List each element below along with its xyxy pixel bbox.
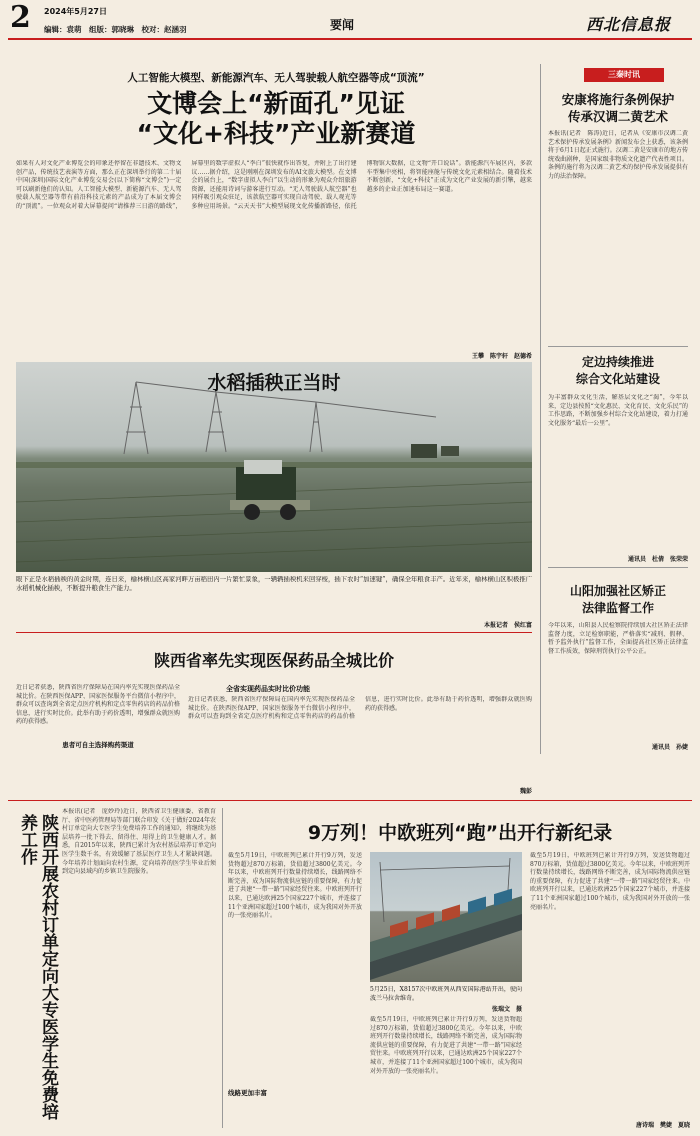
sidebar-item-1-body: 本报讯(记者 陈涛)近日，记者从《安康市汉调二黄艺术保护传承发展条例》新闻发布会上获悉，该条例将于6月1日起正式施行。汉调二黄是安康市的地方传统戏曲剧种，是国家级非物质文化遗产代表性项目。条例的施行将为汉调二黄艺术的保护传承发展提供有力的法治保障。: [548, 130, 688, 180]
china-europe-body-col3: 截至5月19日，中欧班列已累计开行9万列，发送货物超过870万标箱，货值超过3800亿美元。今年以来，中欧班列开行数量持续增长，线路网络不断完善，成为国际物流供应链的重要保障，有力促进了共建“一带一路”国家经贸往来。中欧班列开行以来，已通达欧洲25个国家227个城市，并连接了11个亚洲国家超过100个城市，成为我国对外开放的一张亮丽名片。: [530, 852, 690, 911]
sidebar-tag-label: 三秦时讯: [608, 70, 640, 79]
sidebar-item-2-byline: 通讯员 杜倩 张荣荣: [627, 556, 688, 563]
medicare-headline: 陕西省率先实现医保药品全城比价: [153, 651, 394, 670]
sidebar-item-3-title-2: 法律监督工作: [581, 601, 654, 615]
train-photo: [370, 852, 522, 982]
train-scene: [370, 852, 522, 982]
sidebar-item-3-title-1: 山阳加强社区矫正: [569, 584, 666, 598]
section-label: 要闻: [330, 18, 355, 32]
page-number: 2: [10, 0, 31, 35]
lead-headline-1: 文博会上“新面孔”见证: [147, 89, 405, 118]
sidebar-item-1-title-1: 安康将施行条例保护: [561, 92, 675, 107]
lead-body: 如果有人对文化产业博览会的印象还停留在非遗技术、文物文创产品，传统技艺表演等方面，那么正在深圳举行的第二十届中国(深圳)国际文化产业博览交易会(以下简称“文博会”)一定可以刷新他们的认知。人工智能大模型、新能源汽车、无人驾驶载人航空器等带有前沿科技元素的产品成为了本届文博会的“顶流”。一位观众对着大屏幕提问“请推荐三日游的路线”，屏幕里的数字虚拟人“李白”很快就作出答复，并附上了出行建议……据介绍，这是刚刚在深圳发布的AI文旅大模型。在文博会的展台上，“数字虚拟人李白”以生动的形象为观众介绍旅游资源，还能用诗词与游客进行互动。“无人驾驶载人航空器”也同样吸引观众驻足，该款航空器可实现自动驾驶、载人观光等多种应用场景。“云天天书”大模型展现文化传播新路径，依托博物馆大数据，让文物“开口说话”。新能源汽车展区内，多款车型集中亮相，将智能座舱与传统文化元素相结合。随着技术不断创新，“文化+科技”正成为文化产业发展的新引擎，越来越多的企业正加速布局这一赛道。: [16, 160, 532, 210]
header-rule: [8, 38, 692, 40]
photo-title-overlay: 水稻插秧正当时: [207, 372, 341, 394]
sidebar-item-1-title-2: 传承汉调二黄艺术: [567, 109, 668, 124]
medicare-top-rule: [16, 632, 532, 633]
medicare-body-col2: 近日记者获悉，陕西省医疗保障局在国内率先实现医保药品全城比价。在陕西医保APP、国家医保服务平台微信小程序中，群众可以查询到全省定点医疗机构和定点零售药店的药品价格信息，进行实时比价。此举有助于药价透明，增强群众就医购药的获得感。: [188, 696, 532, 721]
rice-transplanting-photo: [16, 362, 532, 572]
sidebar-item-2-title-2: 综合文化站建设: [575, 372, 660, 386]
china-europe-byline: 唐诗瑞 樊婕 夏晓: [635, 1122, 690, 1129]
sidebar-item-2-body: 为丰富群众文化生活，解基层文化之“渴”，今年以来，定边县按照“文化惠民、文化育民、文化乐民”的工作思路，不断加强乡村综合文化站建设，着力打通文化服务“最后一公里”。: [548, 394, 688, 427]
china-europe-subhead: 线路更加丰富: [228, 1088, 362, 1097]
lead-kicker: 人工智能大模型、新能源汽车、无人驾驶载人航空器等成“顶流”: [127, 72, 425, 84]
sidebar-item-3-byline: 通讯员 孙婕: [651, 744, 688, 751]
rural-doctor-body: 本报讯(记者 庞妙玲)近日，陕西省卫生健康委、省教育厅、省中医药管理局等部门联合印发《关于做好2024年农村订单定向大专医学生免费培养工作的通知》，将继续为基层培养一批下得去、留得住、用得上的卫生健康人才。据悉，自2015年以来，陕西已累计为农村基层培养订单定向医学生数千名，有效缓解了基层医疗卫生人才紧缺问题。今年培养计划面向农村生源，定向培养的医学生毕业后须到定向县域内的乡镇卫生院服务。: [62, 808, 216, 876]
rural-doctor-headline: 陕西开展农村订单定向大专医学生免费培养工作: [17, 814, 58, 1120]
lead-byline: 王攀 陈宇轩 赵德希: [471, 353, 532, 360]
issue-date: 2024年5月27日: [44, 7, 107, 16]
china-europe-body-col1: 截至5月19日，中欧班列已累计开行9万列，发送货物超过870万标箱，货值超过3800亿美元。今年以来，中欧班列开行数量持续增长，线路网络不断完善，成为国际物流供应链的重要保障，有力促进了共建“一带一路”国家经贸往来。中欧班列开行以来，已通达欧洲25个国家227个城市，并连接了11个亚洲国家超过100个城市，成为我国对外开放的一张亮丽名片。: [228, 852, 362, 920]
medicare-byline: 魏彭: [519, 788, 532, 795]
sidebar-tag: [584, 68, 664, 82]
rural-doctor-divider: [222, 808, 223, 1128]
lead-headline-2: “文化+科技”产业新赛道: [136, 119, 416, 148]
train-credit: 张瑞文 摄: [491, 1006, 522, 1013]
sidebar-rule-2: [548, 567, 688, 568]
train-caption: 5月25日，X8157次中欧班列从西安国际港站开出，驶向波兰马拉舍维奇。: [370, 986, 522, 1002]
medicare-subhead-1: 全省实现药品实时比价功能: [226, 685, 310, 693]
editors-line: 编辑：袁萌 组版：郭晓琳 校对：赵涵羽: [44, 25, 187, 34]
sidebar-item-3-body: 今年以来，山阳县人民检察院持续加大社区矫正法律监督力度，立足检察职能，严格落实“减刑、假释、暂予监外执行”监督工作，全面提高社区矫正法律监督工作质效，保障刑罚执行公平公正。: [548, 622, 688, 655]
sidebar-item-2-title-1: 定边持续推进: [581, 355, 654, 369]
sidebar-rule-1: [548, 346, 688, 347]
brand-logo: 西北信息报: [586, 15, 672, 34]
china-europe-headline: 9万列！中欧班列“跑”出开行新纪录: [307, 822, 613, 844]
china-europe-body-col2: 截至5月19日，中欧班列已累计开行9万列，发送货物超过870万标箱，货值超过3800亿美元。今年以来，中欧班列开行数量持续增长，线路网络不断完善，成为国际物流供应链的重要保障，有力促进了共建“一带一路”国家经贸往来。中欧班列开行以来，已通达欧洲25个国家227个城市，并连接了11个亚洲国家超过100个城市，成为我国对外开放的一张亮丽名片。: [370, 1016, 522, 1075]
medicare-subhead-2: 患者可自主选择购药渠道: [16, 740, 180, 749]
bottom-section-rule: [8, 800, 692, 801]
medicare-body-col1: 近日记者获悉，陕西省医疗保障局在国内率先实现医保药品全城比价。在陕西医保APP、国家医保服务平台微信小程序中，群众可以查询到全省定点医疗机构和定点零售药店的药品价格信息，进行实时比价。此举有助于药价透明，增强群众就医购药的获得感。: [16, 684, 180, 726]
photo-credit: 本报记者 侯红富: [483, 622, 532, 629]
sidebar-divider: [540, 64, 541, 754]
photo-caption: 眼下正是水稻插秧的黄金时期，连日来，榆林横山区高家河畔万亩稻田内一片繁忙景象，一辆辆插秧机来回穿梭，插下农时“加速键”，确保全年粮食丰产。近年来，榆林横山区积极推广水稻机械化插秧，不断提升粮食生产能力。: [16, 576, 532, 592]
